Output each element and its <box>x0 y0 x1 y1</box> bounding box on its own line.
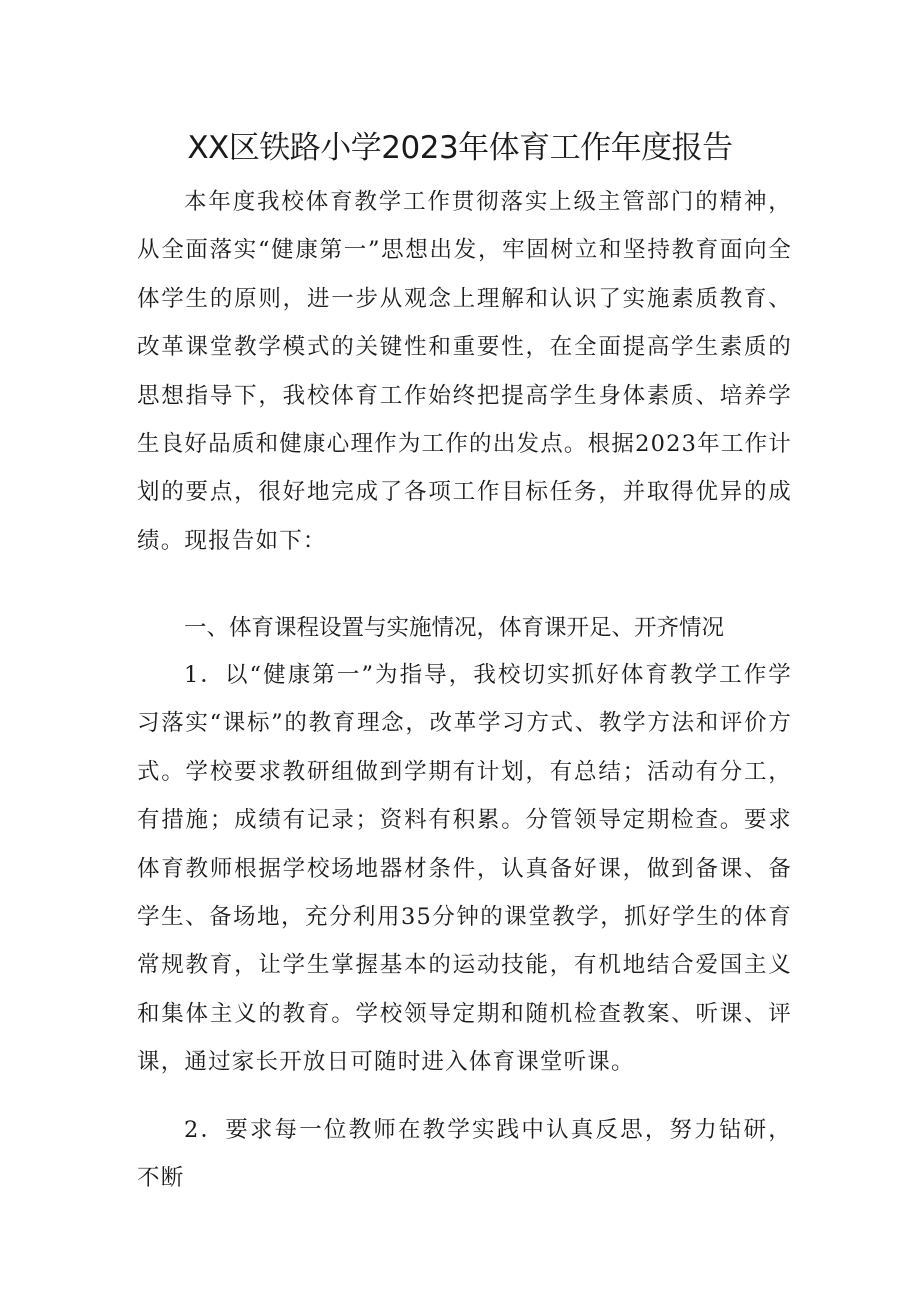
item-2-paragraph: 2．要求每一位教师在教学实践中认真反思，努力钻研，不断 <box>137 1117 792 1192</box>
document-title: XX区铁路小学2023年体育工作年度报告 <box>187 130 733 166</box>
intro-paragraph: 本年度我校体育教学工作贯彻落实上级主管部门的精神，从全面落实“健康第一”思想出发，牢固树立和坚持教育面向全体学生的原则，进一步从观念上理解和认识了实施素质教育、改革课堂教学模式的关键性和重要性，在全面提高学生素质的思想指导下，我校体育工作始终把提高学生身体素质、培养学生良好品质和健康心理作为工作的出发点。根据2023年工作计划的要点，很好地完成了各项工作目标任务，并取得优异的成绩。现报告如下： <box>137 189 792 554</box>
item-1-paragraph: 1．以“健康第一”为指导，我校切实抓好体育教学工作学习落实“课标”的教育理念，改革学习方式、教学方法和评价方式。学校要求教研组做到学期有计划，有总结；活动有分工，有措施；成绩有记录；资料有积累。分管领导定期检查。要求体育教师根据学校场地器材条件，认真备好课，做到备课、备学生、备场地，充分利用35分钟的课堂教学，抓好学生的体育常规教育，让学生掌握基本的运动技能，有机地结合爱国主义和集体主义的教育。学校领导定期和随机检查教案、听课、评课，通过家长开放日可随时进入体育课堂听课。 <box>137 662 792 1076</box>
section-heading: 一、体育课程设置与实施情况，体育课开足、开齐情况 <box>184 615 725 641</box>
